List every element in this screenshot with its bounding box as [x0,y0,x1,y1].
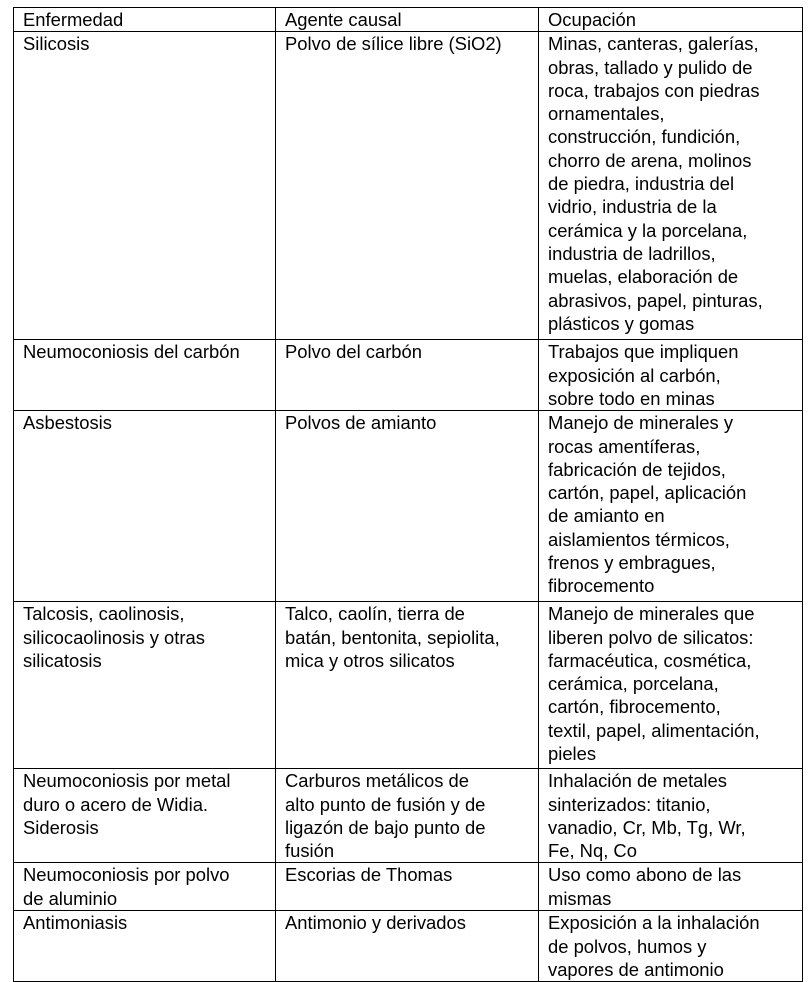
disease-cell: Asbestosis [14,411,276,602]
agent-cell: Antimonio y derivados [276,911,539,982]
table-row [14,769,803,863]
agent-cell: Polvo del carbón [276,340,539,411]
agent-cell: Polvos de amianto [276,411,539,602]
disease-cell: Silicosis [14,32,276,340]
occupation-cell: Manejo de minerales que liberen polvo de silicatos: farmacéutica, cosmética, cerámica, porcelana, cartón, fibrocemento, textil, papel, alimentación, pieles [539,602,803,769]
table-row [14,32,803,340]
agent-cell: Polvo de sílice libre (SiO2) [276,32,539,340]
occupation-cell: Trabajos que impliquen exposición al carbón, sobre todo en minas [539,340,803,411]
table-row [14,411,803,602]
header-occupation: Ocupación [539,8,803,32]
disease-cell: Antimoniasis [14,911,276,982]
table-row [14,911,803,982]
table-row [14,340,803,411]
header-disease: Enfermedad [14,8,276,32]
agent-cell: Escorias de Thomas [276,863,539,911]
occupation-cell: Inhalación de metales sinterizados: titanio, vanadio, Cr, Mb, Tg, Wr, Fe, Nq, Co [539,769,803,863]
occupational-diseases-table [13,7,803,982]
header-causal-agent: Agente causal [276,8,539,32]
table-row [14,602,803,769]
agent-cell: Carburos metálicos de alto punto de fusión y de ligazón de bajo punto de fusión [276,769,539,863]
disease-cell: Neumoconiosis por metal duro o acero de Widia. Siderosis [14,769,276,863]
disease-cell: Neumoconiosis del carbón [14,340,276,411]
table-header-row [14,8,803,32]
agent-cell: Talco, caolín, tierra de batán, bentonita, sepiolita, mica y otros silicatos [276,602,539,769]
disease-cell: Talcosis, caolinosis, silicocaolinosis y otras silicatosis [14,602,276,769]
occupation-cell: Exposición a la inhalación de polvos, humos y vapores de antimonio [539,911,803,982]
occupation-cell: Uso como abono de las mismas [539,863,803,911]
occupation-cell: Minas, canteras, galerías, obras, tallado y pulido de roca, trabajos con piedras ornamentales, construcción, fundición, chorro de arena, molinos de piedra, industria del vidrio, industria de la cerámica y la porcelana, industria de ladrillos, muelas, elaboración de abrasivos, papel, pinturas, plásticos y gomas [539,32,803,340]
disease-cell: Neumoconiosis por polvo de aluminio [14,863,276,911]
occupation-cell: Manejo de minerales y rocas amentíferas, fabricación de tejidos, cartón, papel, aplicación de amianto en aislamientos térmicos, frenos y embragues, fibrocemento [539,411,803,602]
table-row [14,863,803,911]
